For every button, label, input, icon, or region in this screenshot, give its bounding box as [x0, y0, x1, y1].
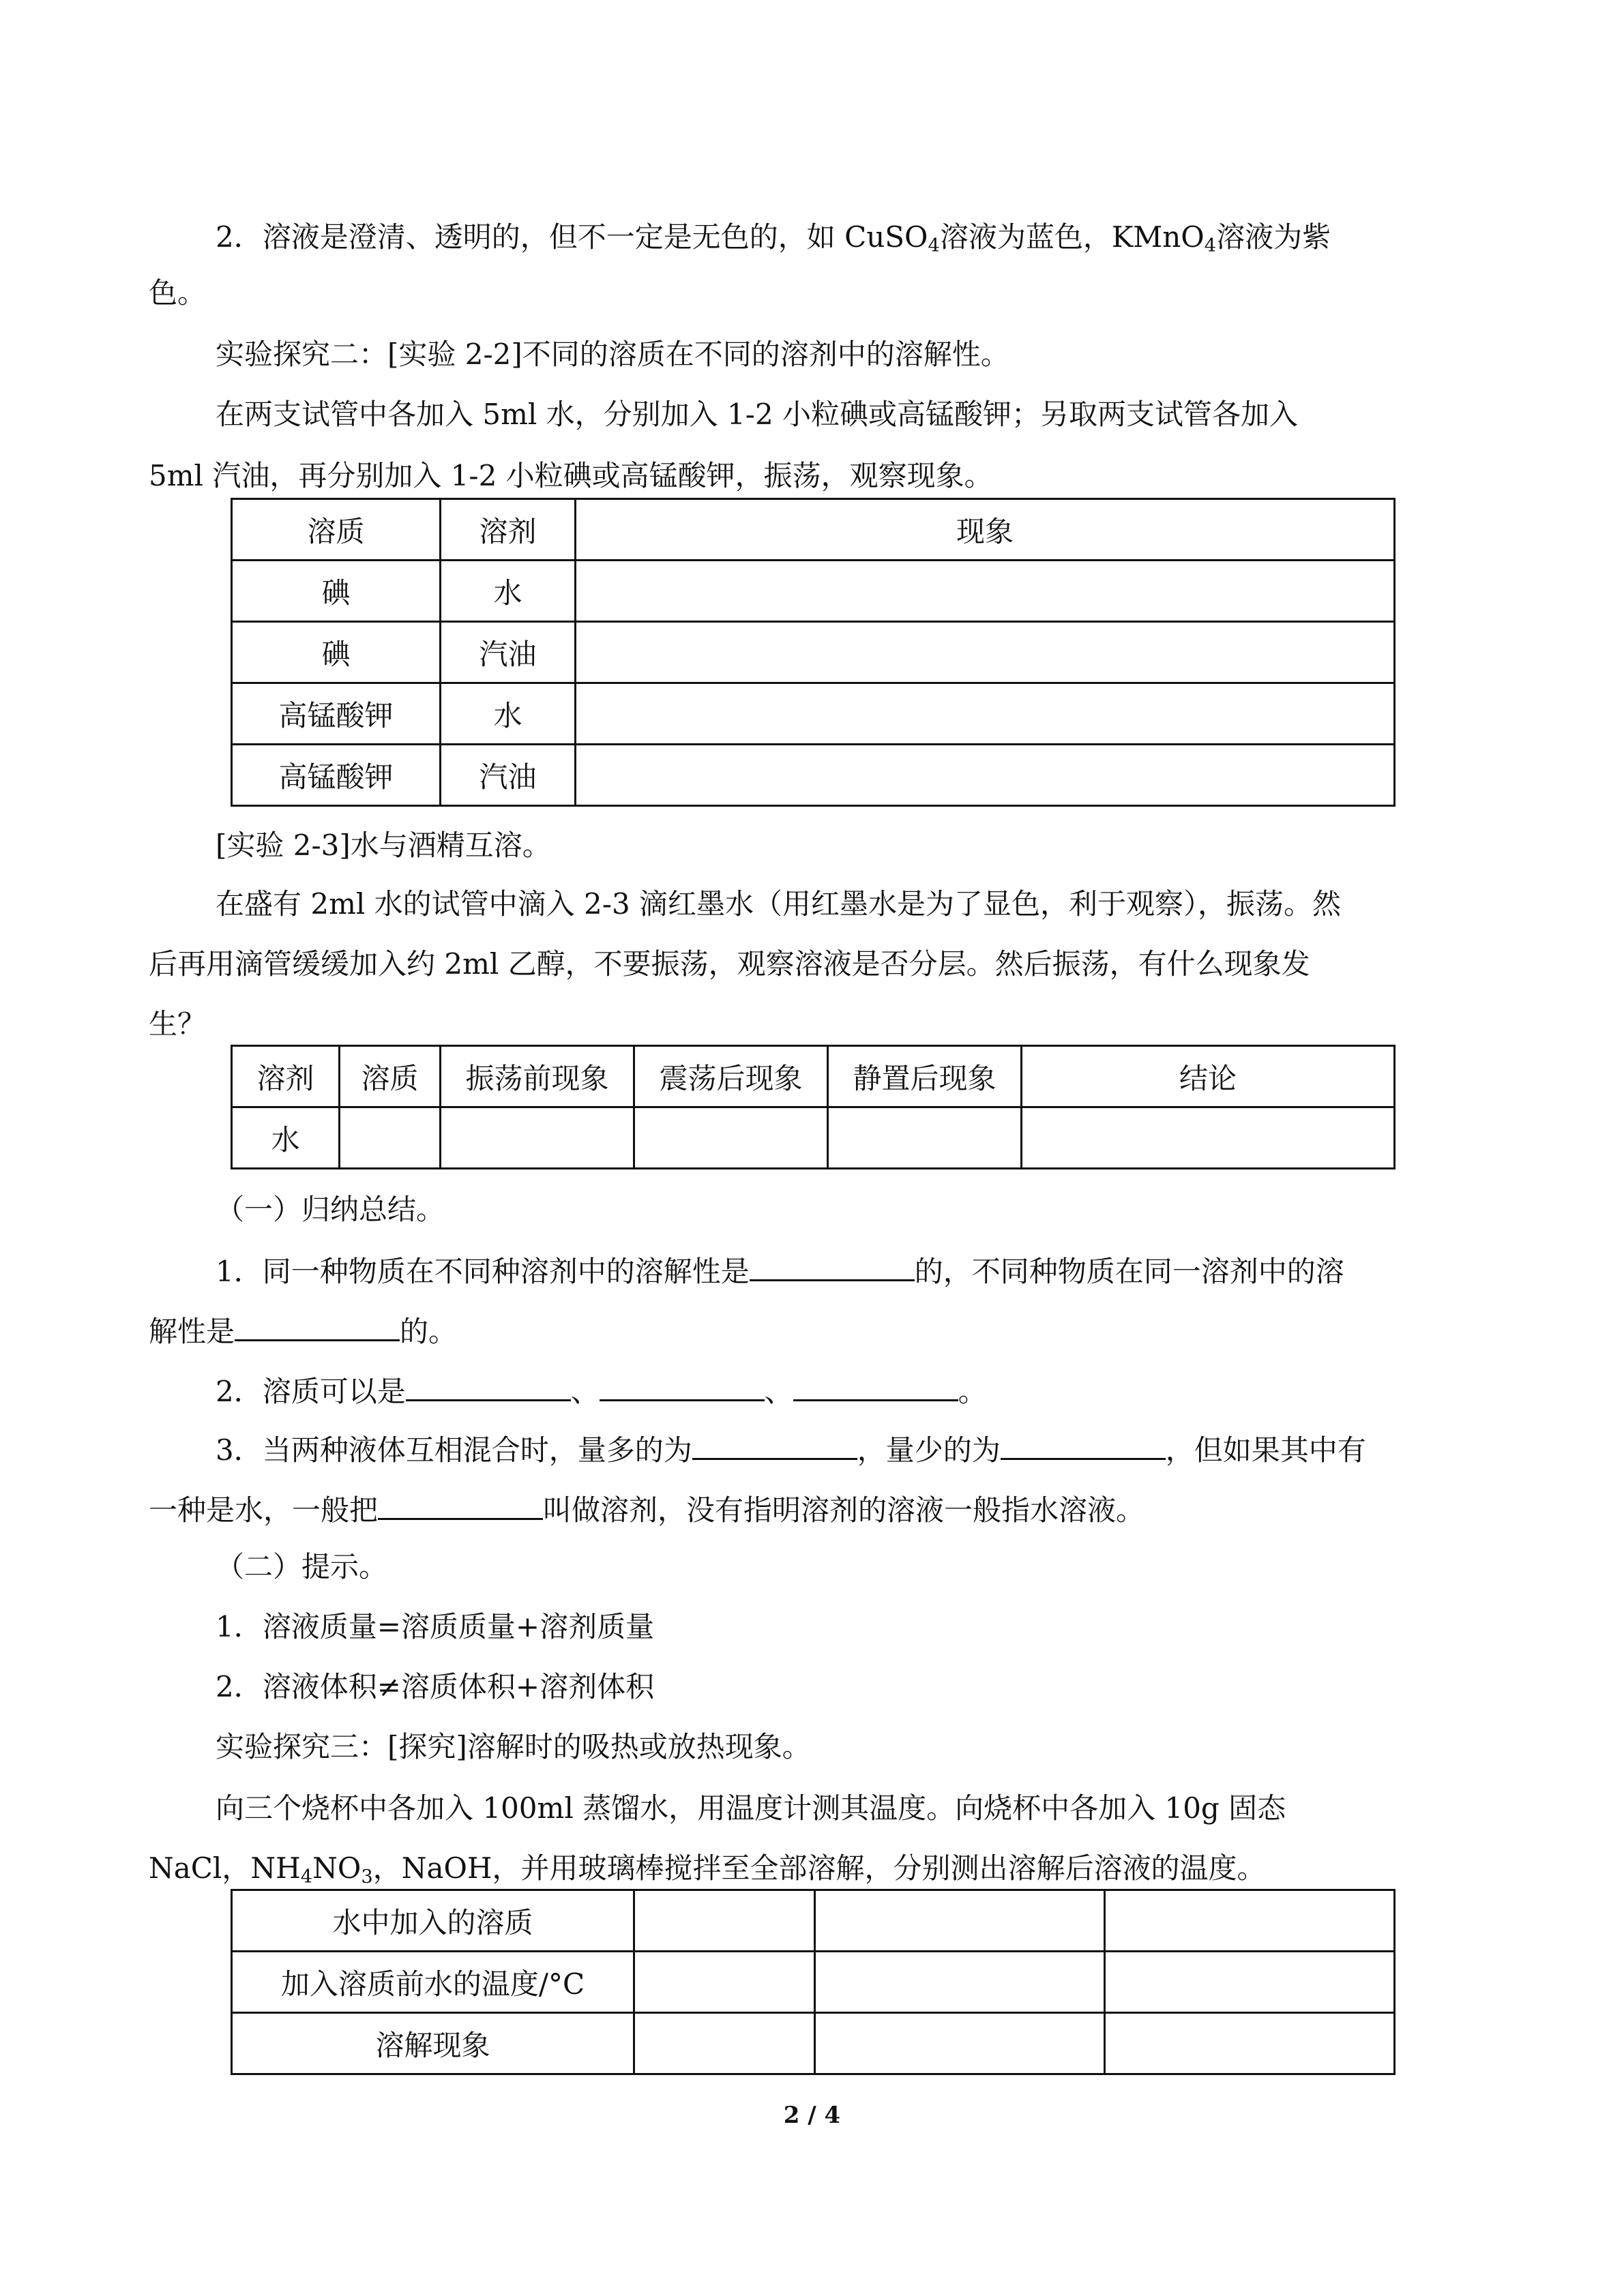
- table-cell: [634, 2013, 815, 2074]
- exp3-text-line1: 向三个烧杯中各加入 100ml 蒸馏水，用温度计测其温度。向烧杯中各加入 10g 固态: [216, 1791, 1286, 1825]
- table-cell: [576, 683, 1395, 745]
- summary-item-1-line2: 解性是 的。: [149, 1308, 457, 1352]
- table-cell: [828, 1107, 1022, 1169]
- exp2-text-line2: 5ml 汽油，再分别加入 1-2 小粒碘或高锰酸钾，振荡，观察现象。: [149, 459, 993, 492]
- table-cell: [1105, 2013, 1395, 2074]
- temperature-table: [231, 1889, 1396, 2075]
- exp23-title: [实验 2-3]水与酒精互溶。: [216, 829, 551, 862]
- table-row: [232, 1952, 1395, 2013]
- header-cell: 震荡后现象: [634, 1046, 828, 1107]
- exp23-text-line2: 后再用滴管缓缓加入约 2ml 乙醇，不要振荡，观察溶液是否分层。然后振荡，有什么现象发: [149, 947, 1310, 981]
- table-row: [232, 745, 1395, 806]
- table-cell: 汽油: [441, 622, 576, 683]
- tip-1: 1．溶液质量=溶质质量+溶剂质量: [216, 1610, 655, 1643]
- table-cell: 水: [441, 683, 576, 745]
- exp3-title: 实验探究三：[探究]溶解时的吸热或放热现象。: [216, 1730, 811, 1763]
- exp2-text-line1: 在两支试管中各加入 5ml 水，分别加入 1-2 小粒碘或高锰酸钾；另取两支试管各加入: [216, 398, 1299, 431]
- tips-title: （二）提示。: [216, 1550, 388, 1583]
- fill-blank[interactable]: [406, 1368, 571, 1401]
- page-number: 2 / 4: [783, 2102, 841, 2129]
- table-row: [232, 622, 1395, 683]
- table-row: [232, 1046, 1395, 1107]
- table-cell: [815, 1890, 1105, 1952]
- header-cell: 现象: [576, 499, 1395, 561]
- table-cell: [576, 561, 1395, 622]
- table-cell: [441, 1107, 634, 1169]
- header-cell: 溶剂: [441, 499, 576, 561]
- summary-title: （一）归纳总结。: [216, 1193, 445, 1226]
- fill-blank[interactable]: [235, 1308, 400, 1341]
- exp2-title: 实验探究二：[实验 2-2]不同的溶质在不同的溶剂中的溶解性。: [216, 338, 1009, 371]
- table-row: [232, 2013, 1395, 2074]
- solubility-table: [231, 498, 1396, 807]
- table-row: [232, 683, 1395, 745]
- fill-blank[interactable]: [692, 1427, 857, 1460]
- exp3-text-line2: NaCl，$NH_4NO_3$，NaOH，并用玻璃棒搅拌至全部溶解，分别测出溶解后溶液的温度。: [149, 1851, 1266, 1888]
- row-label-cell: 加入溶质前水的温度/°C: [232, 1952, 634, 2013]
- table-cell: [815, 2013, 1105, 2074]
- exp23-text-line1: 在盛有 2ml 水的试管中滴入 2-3 滴红墨水（用红墨水是为了显色，利于观察），振荡。然: [216, 887, 1342, 921]
- table-cell: 高锰酸钾: [232, 683, 441, 745]
- fill-blank[interactable]: [378, 1487, 543, 1520]
- table-cell: 汽油: [441, 745, 576, 806]
- tip-2: 2．溶液体积≠溶质体积+溶剂体积: [216, 1670, 655, 1703]
- exp23-text-line3: 生？: [149, 1007, 207, 1041]
- mixing-table: [231, 1045, 1396, 1169]
- summary-item-3-line1: 3．当两种液体互相混合时，量多的为 ，量少的为 ，但如果其中有: [216, 1427, 1366, 1471]
- table-cell: 高锰酸钾: [232, 745, 441, 806]
- table-cell: [634, 1952, 815, 2013]
- note-2-line1: 2．溶液是澄清、透明的，但不一定是无色的，如 CuSO$_4$溶液为蓝色，KMnO$_4$溶液为紫: [216, 220, 1331, 256]
- table-cell: [576, 745, 1395, 806]
- table-cell: 水: [441, 561, 576, 622]
- table-row: [232, 561, 1395, 622]
- table-cell: [634, 1890, 815, 1952]
- header-cell: 溶质: [340, 1046, 441, 1107]
- header-cell: 溶剂: [232, 1046, 340, 1107]
- fill-blank[interactable]: [793, 1368, 958, 1401]
- table-cell: 水: [232, 1107, 340, 1169]
- table-cell: [634, 1107, 828, 1169]
- table-cell: [815, 1952, 1105, 2013]
- header-cell: 结论: [1022, 1046, 1395, 1107]
- table-row: [232, 499, 1395, 561]
- table-row: [232, 1107, 1395, 1169]
- note-2-line2: 色。: [149, 276, 207, 310]
- header-cell: 溶质: [232, 499, 441, 561]
- table-cell: [576, 622, 1395, 683]
- table-cell: 碘: [232, 561, 441, 622]
- row-label-cell: 溶解现象: [232, 2013, 634, 2074]
- table-cell: 碘: [232, 622, 441, 683]
- header-cell: 静置后现象: [828, 1046, 1022, 1107]
- fill-blank[interactable]: [1001, 1427, 1166, 1460]
- fill-blank[interactable]: [750, 1248, 915, 1281]
- summary-item-3-line2: 一种是水，一般把 叫做溶剂，没有指明溶剂的溶液一般指水溶液。: [149, 1487, 1145, 1531]
- fill-blank[interactable]: [600, 1368, 765, 1401]
- table-cell: [1105, 1890, 1395, 1952]
- table-cell: [1022, 1107, 1395, 1169]
- header-cell: 振荡前现象: [441, 1046, 634, 1107]
- table-row: [232, 1890, 1395, 1952]
- summary-item-2: 2．溶质可以是 、 、 。: [216, 1368, 987, 1412]
- summary-item-1-line1: 1．同一种物质在不同种溶剂中的溶解性是 的，不同种物质在同一溶剂中的溶: [216, 1248, 1344, 1292]
- table-cell: [1105, 1952, 1395, 2013]
- row-label-cell: 水中加入的溶质: [232, 1890, 634, 1952]
- table-cell: [340, 1107, 441, 1169]
